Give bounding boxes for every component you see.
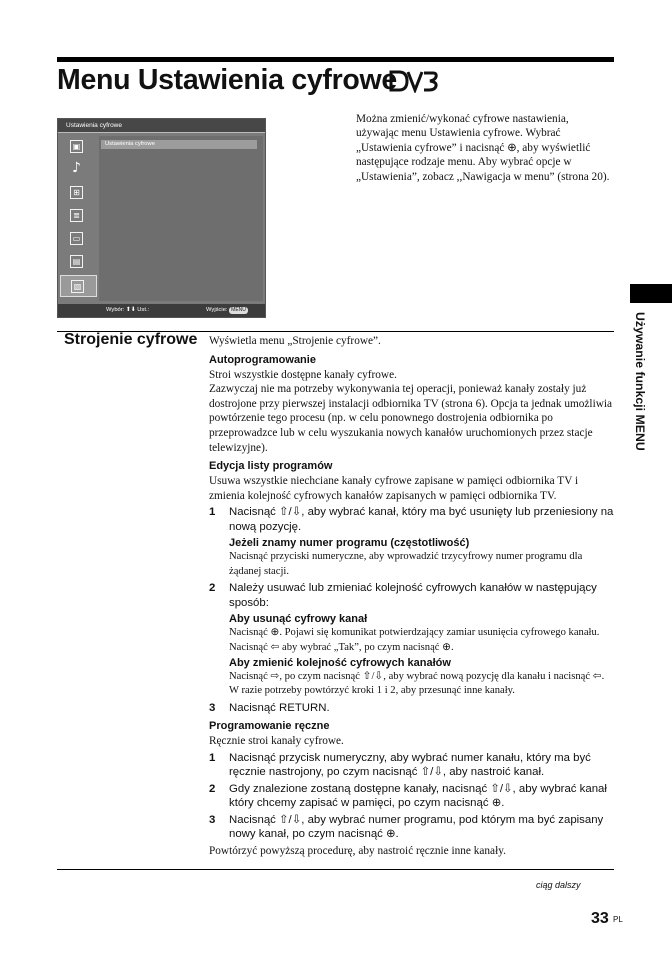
step-number: 3 — [209, 813, 216, 826]
step-number: 1 — [209, 506, 216, 519]
section-heading: Strojenie cyfrowe — [64, 331, 198, 348]
menu-footer-exit-label: Wyjście: — [206, 307, 228, 313]
bottom-rule — [57, 869, 614, 870]
edit-step-1-subheading: Jeżeli znamy numer programu (częstotliwość) — [229, 537, 470, 550]
step-number: 3 — [209, 701, 216, 714]
side-chapter-text: Używanie funkcji MENU — [633, 312, 647, 451]
manual-step-1 — [209, 751, 614, 780]
page-number: 33 — [591, 910, 609, 927]
picture-icon: ▣ — [60, 136, 97, 158]
sound-icon: ♪ — [72, 160, 81, 176]
menu-footer — [58, 304, 265, 317]
delete-channel-text: Nacisnąć ⊕. Pojawi się komunikat potwierdzający zamiar usunięcia cyfrowego kanału. Nacisnąć ⇦ aby wybrać „Tak”, po czym nacisnąć ⊕. — [229, 627, 600, 653]
chapter-tab — [630, 284, 672, 303]
continued-note: ciąg dalszy — [536, 880, 581, 890]
edit-step-1 — [209, 505, 614, 534]
reorder-channel-text: Nacisnąć ⇨, po czym nacisnąć ⇧/⇩, aby wybrać nową pozycję dla kanału i nacisnąć ⇦. W razie potrzeby powtórzyć kroki 1 i 2, aby przesunąć inne kanały. — [229, 670, 605, 697]
setup-icon: ▭ — [60, 228, 97, 250]
dvb-logo — [389, 69, 439, 93]
auto-text: Stroi wszystkie dostępne kanały cyfrowe. — [209, 368, 397, 381]
manual-heading: Programowanie ręczne — [209, 720, 330, 733]
section-content — [209, 334, 614, 858]
step-number: 1 — [209, 751, 216, 764]
section-intro: Wyświetla menu „Strojenie cyfrowe”. — [209, 335, 381, 347]
edit-text: Usuwa wszystkie niechciane kanały cyfrowe zapisane w pamięci odbiornika TV i zmienia kolejność cyfrowych kanałów zapisanych w pamięci odbiornika TV. — [209, 475, 579, 502]
manual-step-3 — [209, 813, 614, 842]
menu-screenshot-header: Ustawienia cyfrowe — [58, 119, 265, 132]
step-text: Nacisnąć ⇧/⇩, aby wybrać numer programu, pod którym ma być zapisany nowy kanał, po czym nacisnąć ⊕. — [229, 813, 604, 841]
reorder-channel-subheading: Aby zmienić kolejność cyfrowych kanałów — [229, 656, 451, 669]
menu-screenshot — [57, 118, 266, 318]
step-text: Nacisnąć RETURN. — [229, 701, 330, 714]
menu-header-divider — [58, 132, 265, 133]
manual-text: Ręcznie stroi kanały cyfrowe. — [209, 735, 344, 748]
menu-key-badge: MENU — [231, 307, 246, 313]
menu-pane — [99, 136, 263, 301]
top-rule — [57, 57, 614, 62]
step-text: Nacisnąć przycisk numeryczny, aby wybrać numer kanału, który ma być ręcznie nastrojony, po czym nacisnąć ⇧/⇩, aby nastroić kanał. — [229, 751, 591, 779]
menu-footer-exit — [206, 304, 248, 317]
edit-step-3 — [209, 701, 614, 716]
step-number: 2 — [209, 782, 216, 795]
page-language: PL — [613, 915, 623, 924]
step-text: Gdy znalezione zostaną dostępne kanały, nacisnąć ⇧/⇩, aby wybrać kanał który chcemy zapisać w pamięci, po czym nacisnąć ⊕. — [229, 782, 607, 810]
auto-heading: Autoprogramowanie — [209, 353, 316, 366]
page-title: Menu Ustawienia cyfrowe — [57, 64, 397, 96]
digital-icon: ▧ — [60, 275, 97, 297]
edit-heading: Edycja listy programów — [209, 460, 333, 473]
side-chapter-label — [627, 312, 649, 502]
manual-outro: Powtórzyć powyższą procedurę, aby nastroić ręcznie inne kanały. — [209, 844, 506, 857]
menu-selected-item: Ustawienia cyfrowe — [101, 140, 257, 149]
auto-note: Zazwyczaj nie ma potrzeby wykonywania tej operacji, ponieważ kanały zostały już dostrojone przy pierwszej instalacji odbiornika TV (strona 6). Opcja ta jednak umożliwia powtórzenie tego procesu (np. w celu ponownego dostrojenia odbiornika po przeprowadzce lub w celu wyszukania nowych kanałów uruchomionych przez stacje telewizyjne). — [209, 383, 613, 454]
step-number: 2 — [209, 582, 216, 595]
edit-step-1-subtext: Nacisnąć przyciski numeryczne, aby wprowadzić trzycyfrowy numer programu dla żądanej stacji. — [229, 551, 583, 577]
step-text: Nacisnąć ⇧/⇩, aby wybrać kanał, który ma być usunięty lub przeniesiony na nową pozycję. — [229, 506, 614, 533]
delete-channel-subheading: Aby usunąć cyfrowy kanał — [229, 613, 368, 626]
features-icon: ≣ — [60, 205, 97, 227]
intro-paragraph: Można zmienić/wykonać cyfrowe nastawienia, używając menu Ustawienia cyfrowe. Wybrać „Ustawienia cyfrowe” i nacisnąć ⊕, aby wyświetlić następujące rodzaje menu. Aby wybrać opcje w „Ustawienia”, zobacz ,,Nawigacja w menu” (strona 20). — [356, 113, 610, 183]
pc-icon: ▤ — [60, 251, 97, 273]
edit-step-2 — [209, 581, 614, 610]
step-text: Należy usuwać lub zmieniać kolejność cyfrowych kanałów w następujący sposób: — [229, 582, 597, 609]
screen-icon: ⊞ — [60, 182, 97, 204]
manual-step-2 — [209, 782, 614, 811]
menu-footer-select: Wybór: ⬆⬇ Ust.: — [106, 307, 150, 313]
